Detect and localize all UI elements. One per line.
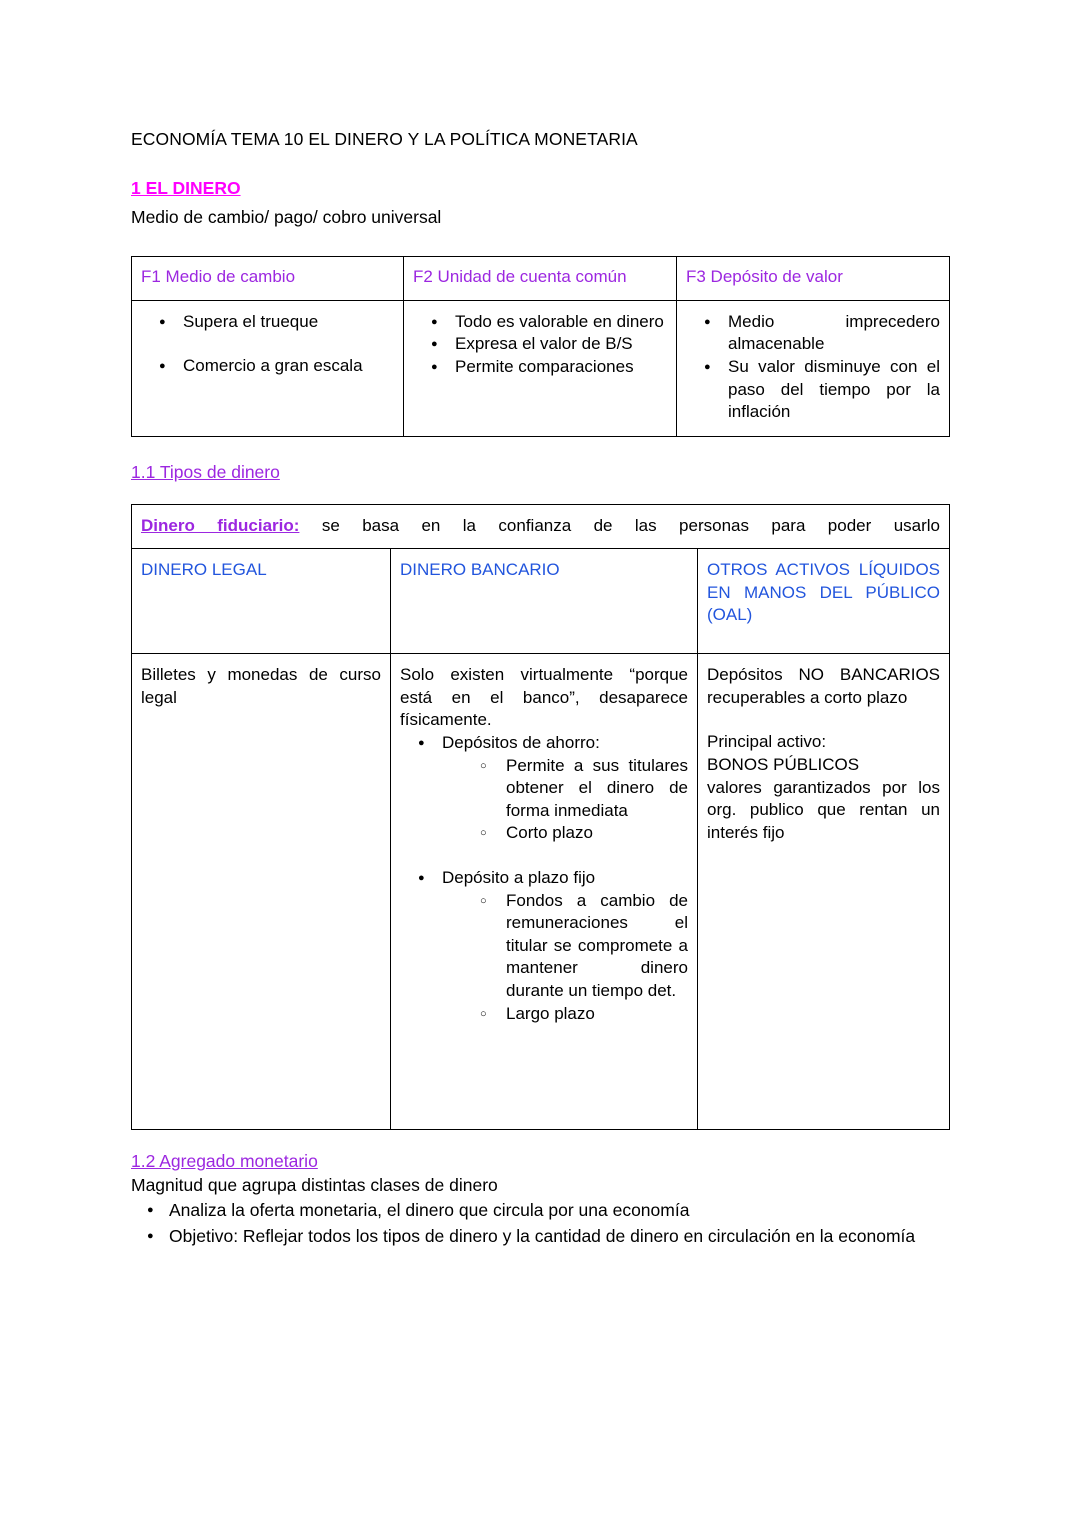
- list-item: ○ Corto plazo: [506, 822, 688, 845]
- table-header-f2: F2 Unidad de cuenta común: [404, 256, 677, 300]
- table-header-dinero-legal: DINERO LEGAL: [132, 549, 391, 654]
- table-cell-oal: [698, 654, 950, 1130]
- table-row-body: [132, 300, 950, 436]
- dinero-fiduciario-line: [141, 515, 940, 538]
- table-cell-dinero-bancario: [391, 654, 698, 1130]
- spacer: [400, 845, 688, 867]
- list-item: ○ Fondos a cambio de remuneraciones el titular se compromete a mantener dinero durante un tiempo det.: [506, 890, 688, 1003]
- list-item: ● Su valor disminuye con el paso del tiempo por la inflación: [728, 356, 940, 424]
- table-header-dinero-bancario: DINERO BANCARIO: [391, 549, 698, 654]
- list-item: ● Supera el trueque: [183, 311, 394, 334]
- list-agregado-monetario: [131, 1198, 952, 1250]
- table-funciones-dinero: [131, 256, 950, 437]
- oal-paragraph-1: Depósitos NO BANCARIOS recuperables a corto plazo: [707, 665, 941, 707]
- list-dinero-bancario: [400, 732, 688, 845]
- list-f2: [413, 311, 667, 379]
- list-item: ● Analiza la oferta monetaria, el dinero que circula por una economía: [169, 1198, 952, 1223]
- table-row-merged: [132, 505, 950, 549]
- section-1-intro: Medio de cambio/ pago/ cobro universal: [131, 206, 442, 227]
- table-header-f3: F3 Depósito de valor: [677, 256, 950, 300]
- table-row-content: [132, 654, 950, 1130]
- list-f1: [141, 311, 394, 378]
- section-1-2-intro: Magnitud que agrupa distintas clases de dinero: [131, 1174, 498, 1195]
- list-item: ○ Largo plazo: [506, 1003, 688, 1026]
- table-cell-f2-body: [404, 300, 677, 436]
- table-cell-f1-body: [132, 300, 404, 436]
- table-row-headers: [132, 256, 950, 300]
- list-item: ● Comercio a gran escala: [183, 355, 394, 378]
- list-item: ● Medio imprecedero almacenable: [728, 311, 940, 356]
- sublist-depositos-ahorro: [442, 755, 688, 845]
- table-cell-f3-body: [677, 300, 950, 436]
- oal-bonos-publicos: BONOS PÚBLICOS: [707, 754, 860, 774]
- section-1-heading: 1 EL DINERO: [131, 178, 241, 199]
- sublist-plazo-fijo: [442, 890, 688, 1026]
- section-1-1-heading: 1.1 Tipos de dinero: [131, 461, 280, 482]
- oal-principal-activo-label: Principal activo:: [707, 732, 827, 752]
- section-1-2-heading-wrap: [131, 1150, 952, 1173]
- oal-paragraph-2: valores garantizados por los org. publico que rentan un interés fijo: [707, 777, 941, 842]
- table-cell-dinero-fiduciario: [132, 505, 950, 549]
- list-item: ● Expresa el valor de B/S: [455, 333, 667, 356]
- table-row-headers-blue: [132, 549, 950, 654]
- list-item: ○ Permite a sus titulares obtener el dinero de forma inmediata: [506, 755, 688, 823]
- list-item: ● Objetivo: Reflejar todos los tipos de dinero y la cantidad de dinero en circulación en la economía: [169, 1224, 952, 1249]
- section-1-heading-wrap: [131, 177, 952, 202]
- spacer: [707, 709, 940, 731]
- table-header-oal: OTROS ACTIVOS LÍQUIDOS EN MANOS DEL PÚBLICO (OAL): [698, 549, 950, 654]
- table-header-f1: F1 Medio de cambio: [132, 256, 404, 300]
- dinero-bancario-intro: Solo existen virtualmente “porque está en el banco”, desaparece físicamente.: [400, 665, 688, 730]
- list-item-label: Depósito a plazo fijo: [442, 867, 596, 887]
- list-item-label: Depósitos de ahorro:: [442, 732, 600, 752]
- list-item: [442, 867, 688, 1025]
- dinero-fiduciario-label: Dinero fiduciario:: [141, 516, 300, 536]
- section-1-2: [131, 1150, 952, 1249]
- section-1-1-heading-wrap: [131, 461, 952, 484]
- table-tipos-dinero: [131, 504, 950, 1130]
- list-deposito-plazo-fijo: [400, 867, 688, 1025]
- list-item: ● Permite comparaciones: [455, 356, 667, 379]
- table-cell-dinero-legal: Billetes y monedas de curso legal: [132, 654, 391, 1130]
- section-1-2-heading: 1.2 Agregado monetario: [131, 1151, 318, 1172]
- list-item: [442, 732, 688, 845]
- page-title: ECONOMÍA TEMA 10 EL DINERO Y LA POLÍTICA MONETARIA: [131, 129, 638, 149]
- list-item: ● Todo es valorable en dinero: [455, 311, 667, 334]
- list-f3: [686, 311, 940, 424]
- dinero-fiduciario-text: se basa en la confianza de las personas para poder usarlo: [321, 516, 940, 536]
